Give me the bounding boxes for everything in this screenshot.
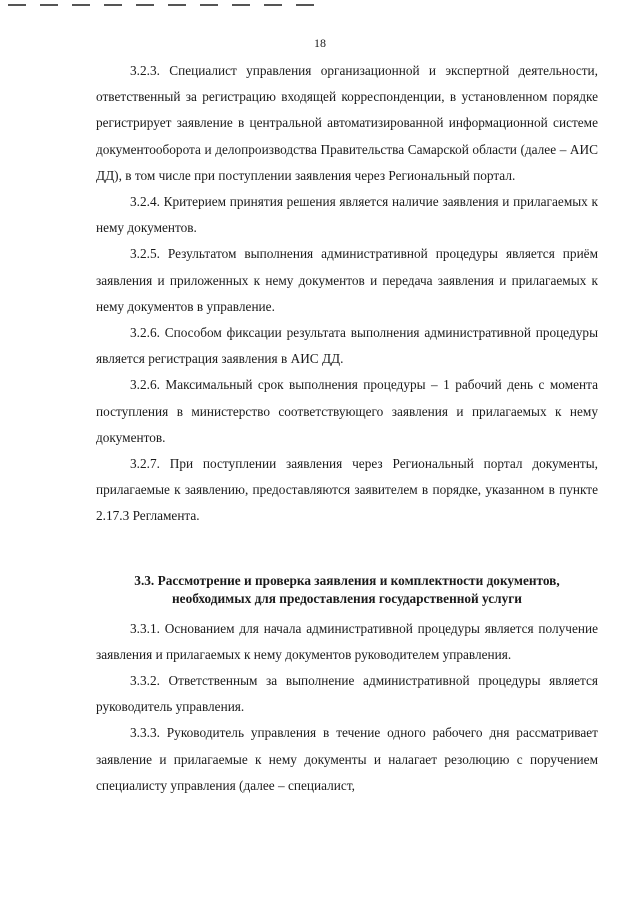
section-gap bbox=[96, 530, 598, 572]
document-body bbox=[96, 58, 598, 799]
section-heading-line-2: необходимых для предоставления государственной услуги bbox=[172, 590, 522, 606]
paragraph-3-3-2: 3.3.2. Ответственным за выполнение административной процедуры является руководитель управления. bbox=[96, 673, 598, 715]
paragraph-3-2-5: 3.2.5. Результатом выполнения административной процедуры является приём заявления и приложенных к нему документов и передача заявления и прилагаемых к нему документов в управление. bbox=[96, 246, 598, 314]
section-heading-3-3 bbox=[96, 572, 598, 608]
paragraph-3-2-7: 3.2.7. При поступлении заявления через Региональный портал документы, прилагаемые к заявлению, предоставляются заявителем в порядке, указанном в пункте 2.17.3 Регламента. bbox=[96, 456, 598, 524]
page-number: 18 bbox=[314, 36, 326, 50]
paragraph-3-2-6-a: 3.2.6. Способом фиксации результата выполнения административной процедуры является регистрация заявления в АИС ДД. bbox=[96, 325, 598, 367]
paragraph-3-2-3: 3.2.3. Специалист управления организационной и экспертной деятельности, ответственный за регистрацию входящей корреспонденции, в установленном порядке регистрирует заявление в центральной автоматизированной информационной системе документооборота и делопроизводства Правительства Самарской области (далее – АИС ДД), в том числе при поступлении заявления через Региональный портал. bbox=[96, 63, 598, 183]
paragraph-3-2-6-b: 3.2.6. Максимальный срок выполнения процедуры – 1 рабочий день с момента поступления в министерство соответствующего заявления и прилагаемых к нему документов. bbox=[96, 377, 598, 445]
paragraph-3-3-3: 3.3.3. Руководитель управления в течение одного рабочего дня рассматривает заявление и прилагаемые к нему документы и налагает резолюцию с поручением специалисту управления (далее – специалист, bbox=[96, 725, 598, 793]
paragraph-3-3-1: 3.3.1. Основанием для начала административной процедуры является получение заявления и прилагаемых к нему документов руководителем управления. bbox=[96, 620, 598, 662]
section-heading-line-1: 3.3. Рассмотрение и проверка заявления и комплектности документов, bbox=[134, 572, 560, 588]
scan-edge-marks bbox=[8, 4, 314, 6]
paragraph-3-2-4: 3.2.4. Критерием принятия решения является наличие заявления и прилагаемых к нему документов. bbox=[96, 194, 598, 236]
